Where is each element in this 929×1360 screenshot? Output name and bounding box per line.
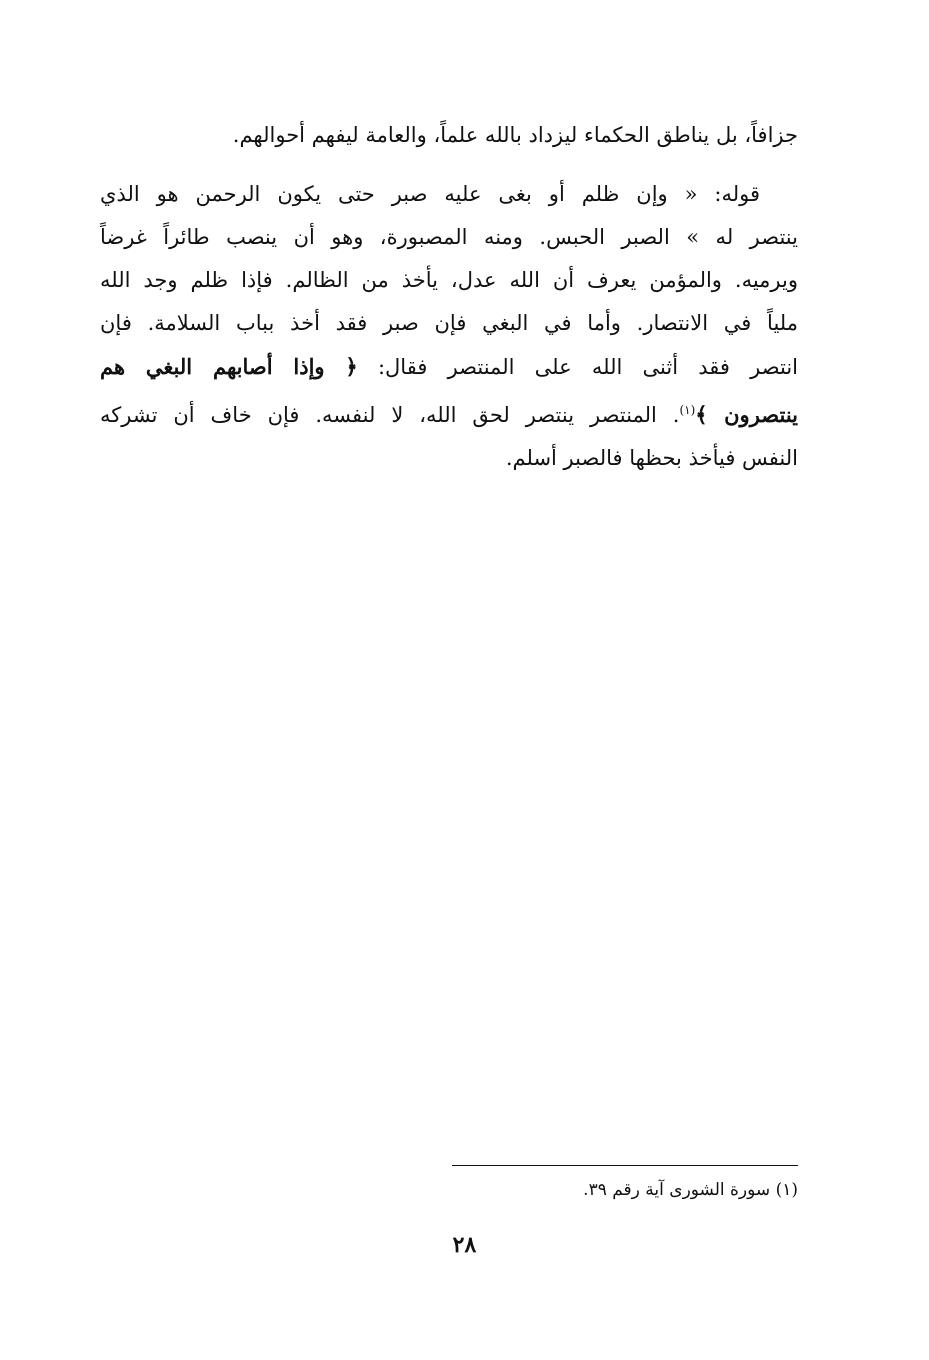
text-line [100, 389, 798, 437]
paragraph-commentary [100, 173, 798, 480]
paragraph-continuation [100, 114, 798, 157]
text-line: النفس فيأخذ بحظها فالصبر أسلم. [505, 446, 798, 470]
footnote-reference: (١) [679, 403, 696, 417]
text-line: ويرميه. والمؤمن يعرف أن الله عدل، يأخذ من الظالم. فإذا ظلم وجد الله [100, 268, 798, 292]
text-line: ينتصر له » الصبر الحبس. ومنه المصبورة، وهو أن ينصب طائراً غرضاً [100, 225, 798, 249]
text-segment: انتصر فقد أثنى الله على المنتصر فقال: [357, 355, 798, 379]
footnote-divider [452, 1165, 798, 1166]
page-number: ٢٨ [452, 1232, 477, 1258]
text-line: جزافاً، بل يناطق الحكماء ليزداد بالله علماً، والعامة ليفهم أحوالهم. [232, 123, 798, 147]
text-line: قوله: « وإن ظلم أو بغى عليه صبر حتى يكون الرحمن هو الذي [100, 182, 760, 206]
footnote: (١) سورة الشورى آية رقم ٣٩. [583, 1180, 798, 1200]
text-line [100, 345, 798, 389]
quran-verse: ﴿ وإذا أصابهم البغي هم [100, 354, 358, 379]
text-segment: . المنتصر ينتصر لحق الله، لا لنفسه. فإن خاف أن تشركه [100, 403, 680, 427]
text-line: ملياً في الانتصار. وأما في البغي فإن صبر فقد أخذ بباب السلامة. فإن [100, 311, 798, 335]
quran-verse: ينتصرون ﴾ [695, 402, 799, 427]
